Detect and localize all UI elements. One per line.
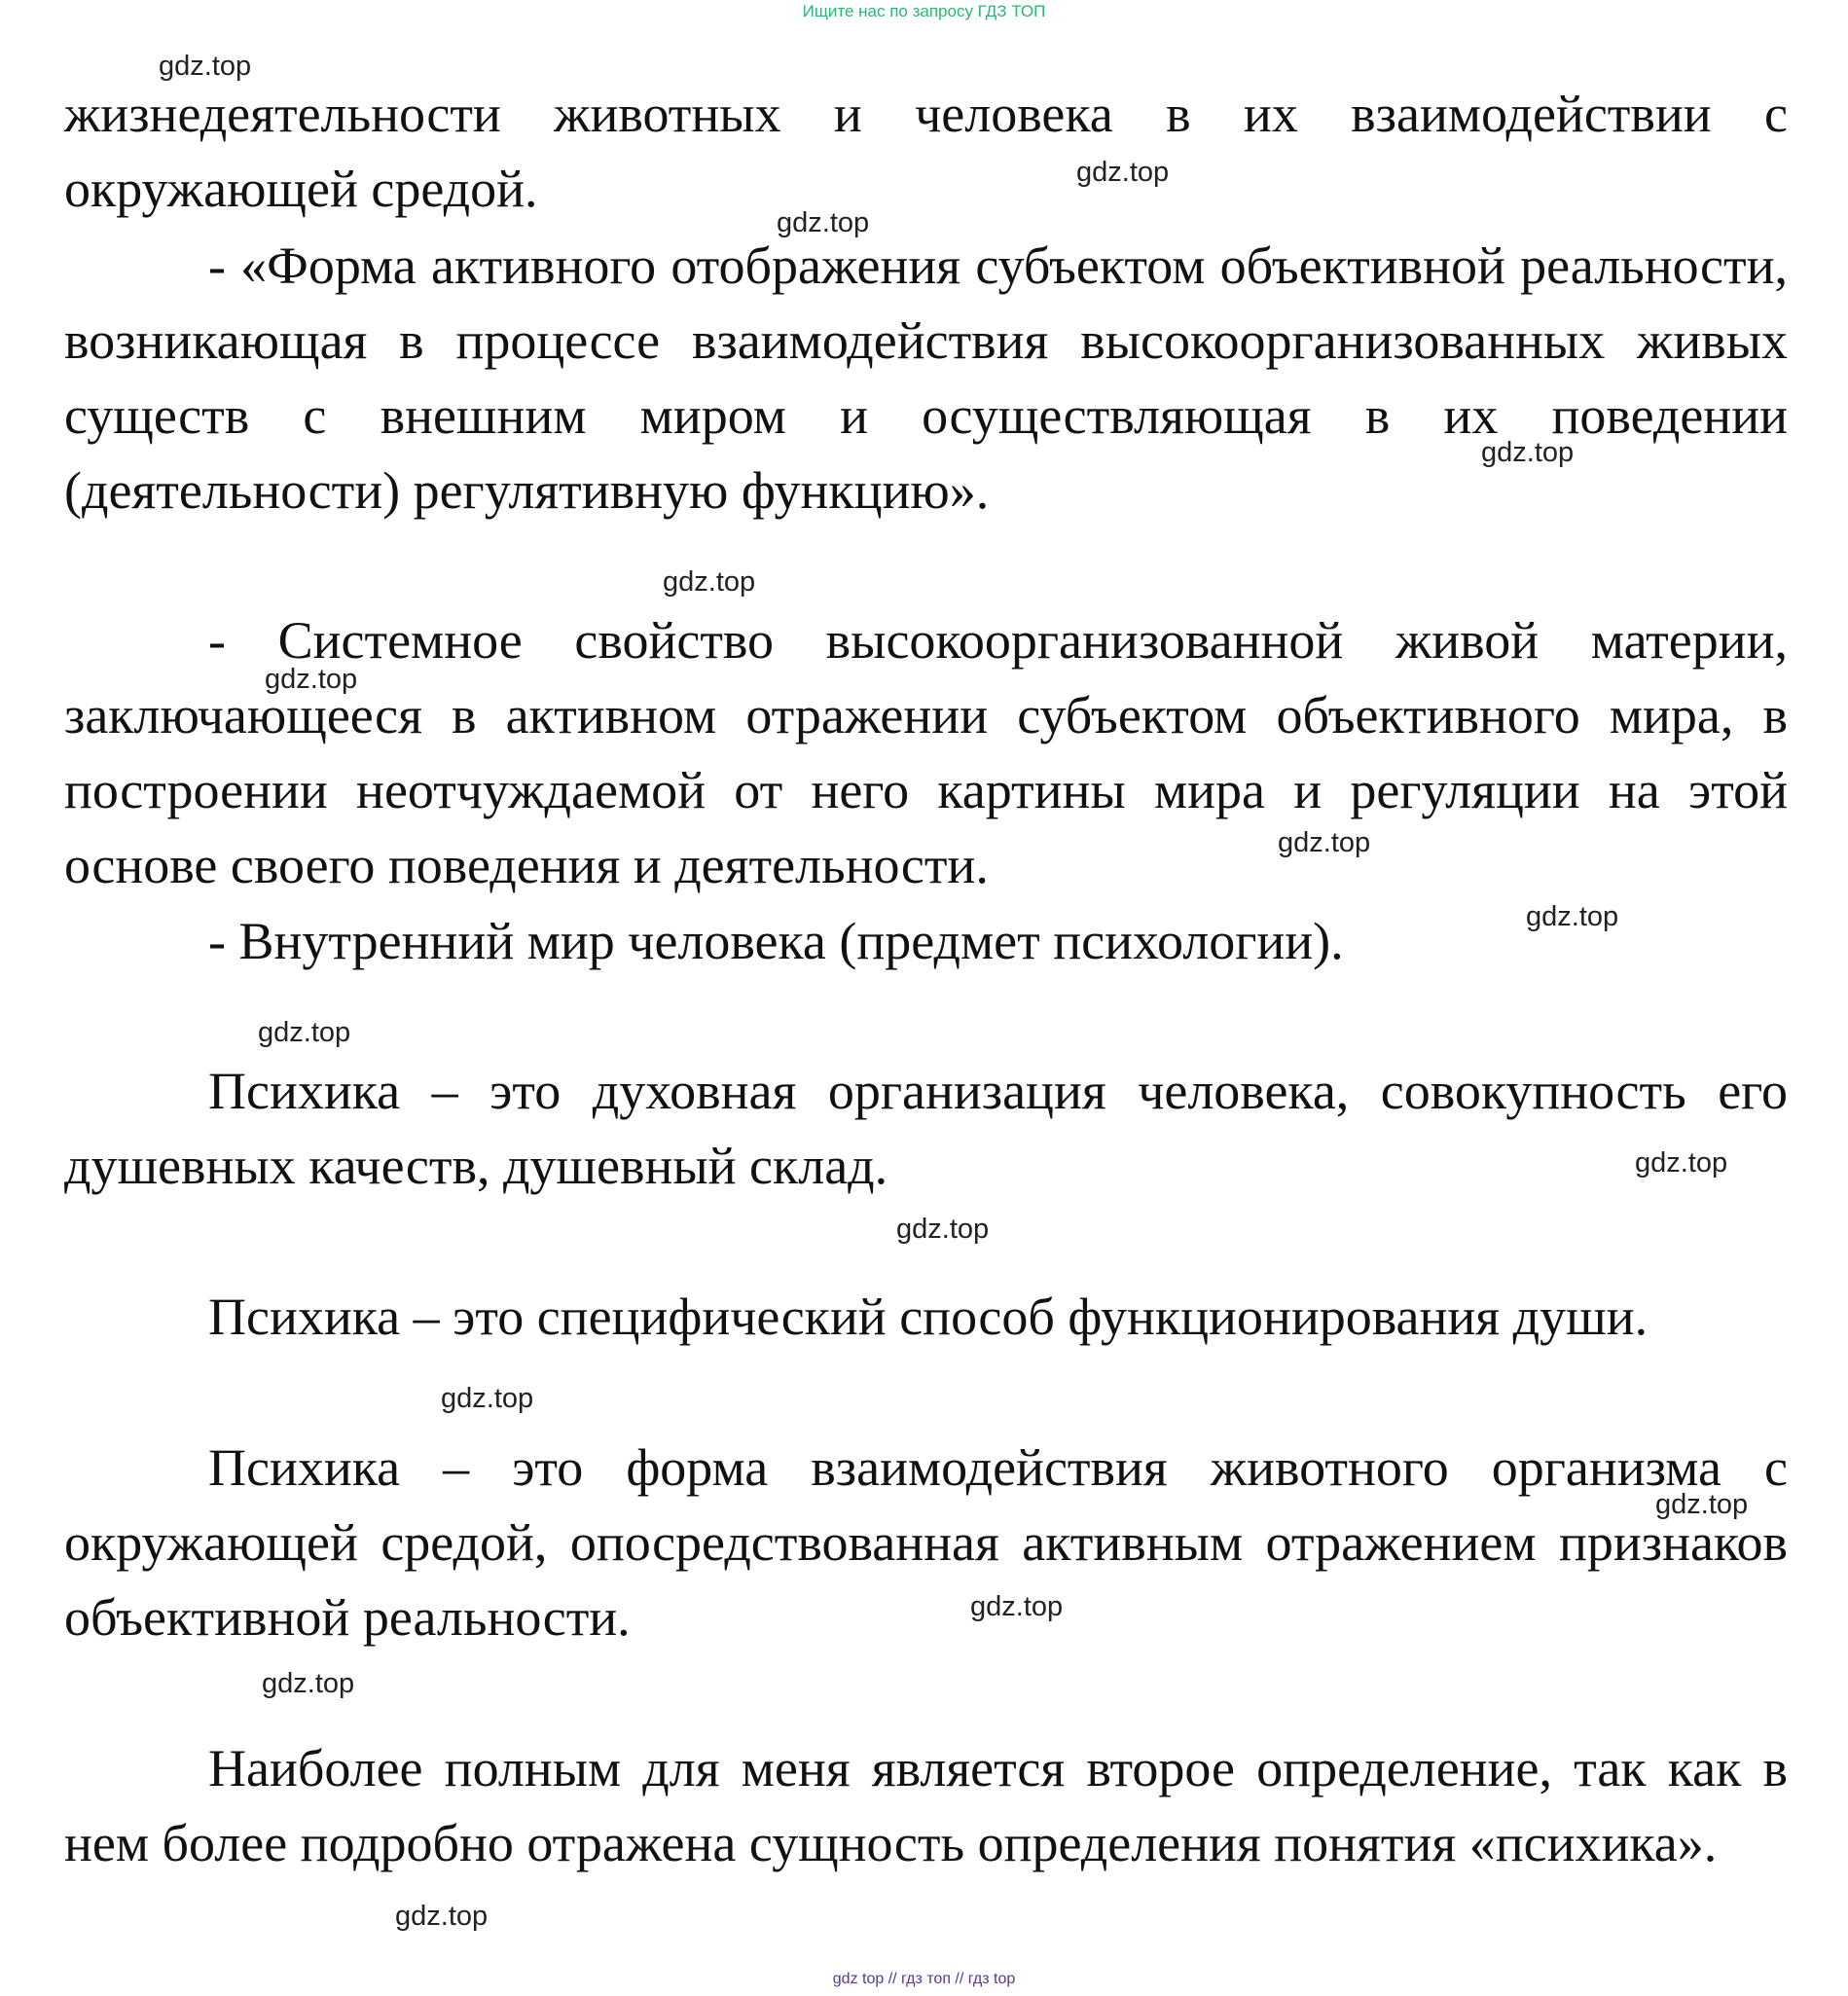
watermark: gdz.top: [1481, 437, 1575, 468]
watermark: gdz.top: [970, 1591, 1064, 1622]
paragraph-7: Психика – это форма взаимодействия животного организма с окружающей средой, опосредствованная активным отражением признаков объективной реальности.: [64, 1438, 1788, 1647]
paragraph-8: Наиболее полным для меня является второе определение, так как в нем более подробно отражена сущность определения понятия «психика».: [64, 1739, 1788, 1872]
watermark: gdz.top: [395, 1901, 489, 1932]
footer-watermark: gdz top // гдз топ // гдз top: [832, 1971, 1016, 1987]
paragraph-3: - Системное свойство высокоорганизованной живой материи, заключающееся в активном отражении субъектом объективного мира, в построении неотчуждаемой от него картины мира и регуляции на этой основе своего поведения и деятельности.: [64, 611, 1788, 894]
paragraph-4: - Внутренний мир человека (предмет психологии).: [208, 912, 1344, 970]
watermark: gdz.top: [1526, 901, 1619, 932]
watermark: gdz.top: [1635, 1147, 1728, 1179]
watermark: gdz.top: [896, 1214, 990, 1245]
paragraph-1: жизнедеятельности животных и человека в их взаимодействии с окружающей средой.: [64, 85, 1788, 218]
watermark: gdz.top: [1278, 827, 1371, 858]
watermark: gdz.top: [777, 207, 870, 238]
watermark: gdz.top: [441, 1383, 534, 1414]
watermark: gdz.top: [1655, 1489, 1749, 1520]
watermark: gdz.top: [258, 1017, 351, 1048]
watermark: gdz.top: [1076, 157, 1170, 188]
watermark: gdz.top: [663, 566, 756, 598]
paragraph-2: - «Форма активного отображения субъектом объективной реальности, возникающая в процессе взаимодействия высокоорганизованных живых существ с внешним миром и осуществляющая в их поведении (деятельности) регулятивную функцию».: [64, 236, 1788, 520]
watermark: gdz.top: [262, 1668, 355, 1699]
watermark: gdz.top: [265, 664, 358, 695]
watermark: gdz.top: [159, 51, 252, 82]
paragraph-5: Психика – это духовная организация человека, совокупность его душевных качеств, душевный склад.: [64, 1062, 1788, 1195]
top-banner[interactable]: Ищите нас по запросу ГДЗ ТОП: [802, 2, 1046, 20]
paragraph-6: Психика – это специфический способ функционирования души.: [208, 1288, 1649, 1346]
